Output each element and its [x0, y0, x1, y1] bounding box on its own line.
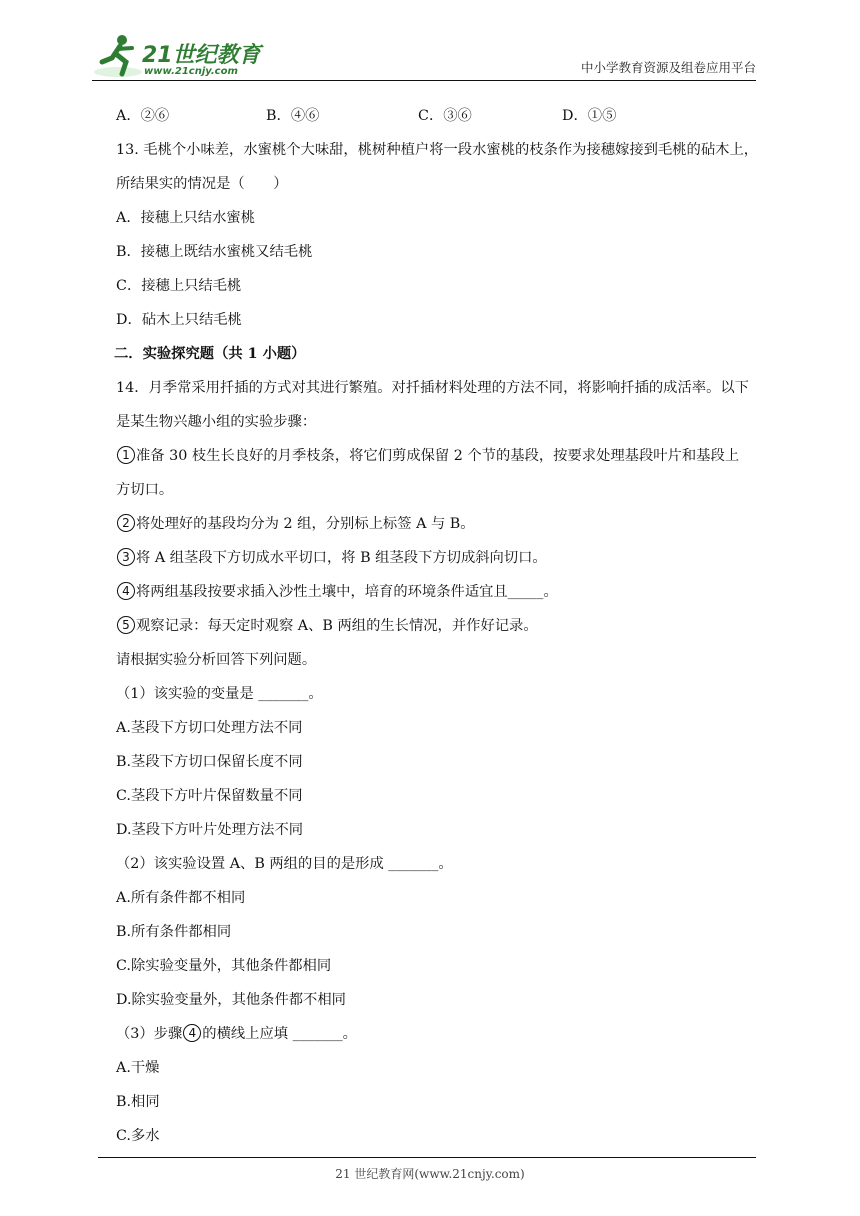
step-number-badge: 4 [117, 582, 135, 600]
q14-sub2-option-d: D.除实验变量外，其他条件都不相同 [116, 992, 346, 1008]
section-heading: 二．实验探究题（共 1 小题） [114, 346, 306, 362]
q14-step3: 3 将 A 组茎段下方切成水平切口，将 B 组茎段下方切成斜向切口。 [116, 548, 547, 568]
site-logo [92, 32, 262, 80]
runner-logo-icon [92, 32, 142, 80]
q12-option-b: B．④⑥ [266, 108, 320, 124]
q14-intro-line1: 14．月季常采用扦插的方式对其进行繁殖。对扦插材料处理的方法不同，将影响扦插的成活率。以下 [116, 380, 749, 396]
q14-intro-line2: 是某生物兴趣小组的实验步骤： [116, 414, 317, 430]
logo-url: www.21cnjy.com [144, 66, 238, 77]
q13-option-a: A．接穗上只结水蜜桃 [116, 210, 255, 226]
q14-step5: 5 观察记录：每天定时观察 A、B 两组的生长情况，并作好记录。 [116, 616, 538, 636]
header-divider [92, 80, 756, 81]
logo-text: 21世纪教育 [142, 43, 261, 68]
q14-sub3: （3）步骤 4 的横线上应填 _______。 [116, 1026, 357, 1042]
step-number-badge: 3 [117, 548, 135, 566]
step-number-badge: 2 [117, 514, 135, 532]
q14-sub3-option-b: B.相同 [116, 1094, 160, 1110]
step-number-badge: 1 [117, 446, 135, 464]
q14-sub1-option-b: B.茎段下方切口保留长度不同 [116, 754, 303, 770]
q14-sub2-option-a: A.所有条件都不相同 [116, 890, 246, 906]
q14-step2: 2 将处理好的基段均分为 2 组，分别标上标签 A 与 B。 [116, 514, 475, 534]
q14-sub2-option-b: B.所有条件都相同 [116, 924, 232, 940]
q14-sub3-option-a: A.干燥 [116, 1060, 160, 1076]
page-header [92, 28, 756, 80]
q14-step4: 4 将两组基段按要求插入沙性土壤中，培育的环境条件适宜且_____。 [116, 582, 558, 602]
q13-option-b: B．接穗上既结水蜜桃又结毛桃 [116, 244, 313, 260]
q13-option-c: C．接穗上只结毛桃 [116, 278, 242, 294]
q13-stem-line1: 13. 毛桃个小味差，水蜜桃个大味甜，桃树种植户将一段水蜜桃的枝条作为接穗嫁接到毛桃的砧木上， [116, 142, 759, 158]
q12-options [116, 106, 169, 126]
q12-option-a: A．②⑥ [116, 108, 170, 124]
q14-sub1-option-a: A.茎段下方切口处理方法不同 [116, 720, 303, 736]
q14-sub1-option-d: D.茎段下方叶片处理方法不同 [116, 822, 304, 838]
q14-sub2: （2）该实验设置 A、B 两组的目的是形成 _______。 [116, 856, 453, 872]
step-number-badge: 5 [117, 616, 135, 634]
q14-sub2-option-c: C.除实验变量外，其他条件都相同 [116, 958, 332, 974]
header-platform-text: 中小学教育资源及组卷应用平台 [580, 60, 756, 75]
q14-step1: 1 准备 30 枝生长良好的月季枝条，将它们剪成保留 2 个节的基段，按要求处理基段叶片和基段上 [116, 446, 739, 466]
q14-sub1: （1）该实验的变量是 _______。 [116, 686, 323, 702]
q13-option-d: D．砧木上只结毛桃 [116, 312, 242, 328]
q14-sub3-option-c: C.多水 [116, 1128, 160, 1144]
q14-step1-cont: 方切口。 [116, 482, 174, 498]
q14-prompt: 请根据实验分析回答下列问题。 [116, 652, 317, 668]
page-footer: 21 世纪教育网(www.21cnjy.com) [335, 1167, 525, 1181]
footer-divider [98, 1157, 756, 1158]
q13-stem-line2: 所结果实的情况是（ ） [116, 176, 288, 192]
q12-option-c: C．③⑥ [418, 108, 472, 124]
q14-sub1-option-c: C.茎段下方叶片保留数量不同 [116, 788, 303, 804]
q12-option-d: D．①⑤ [562, 108, 617, 124]
step-number-badge: 4 [183, 1024, 201, 1042]
